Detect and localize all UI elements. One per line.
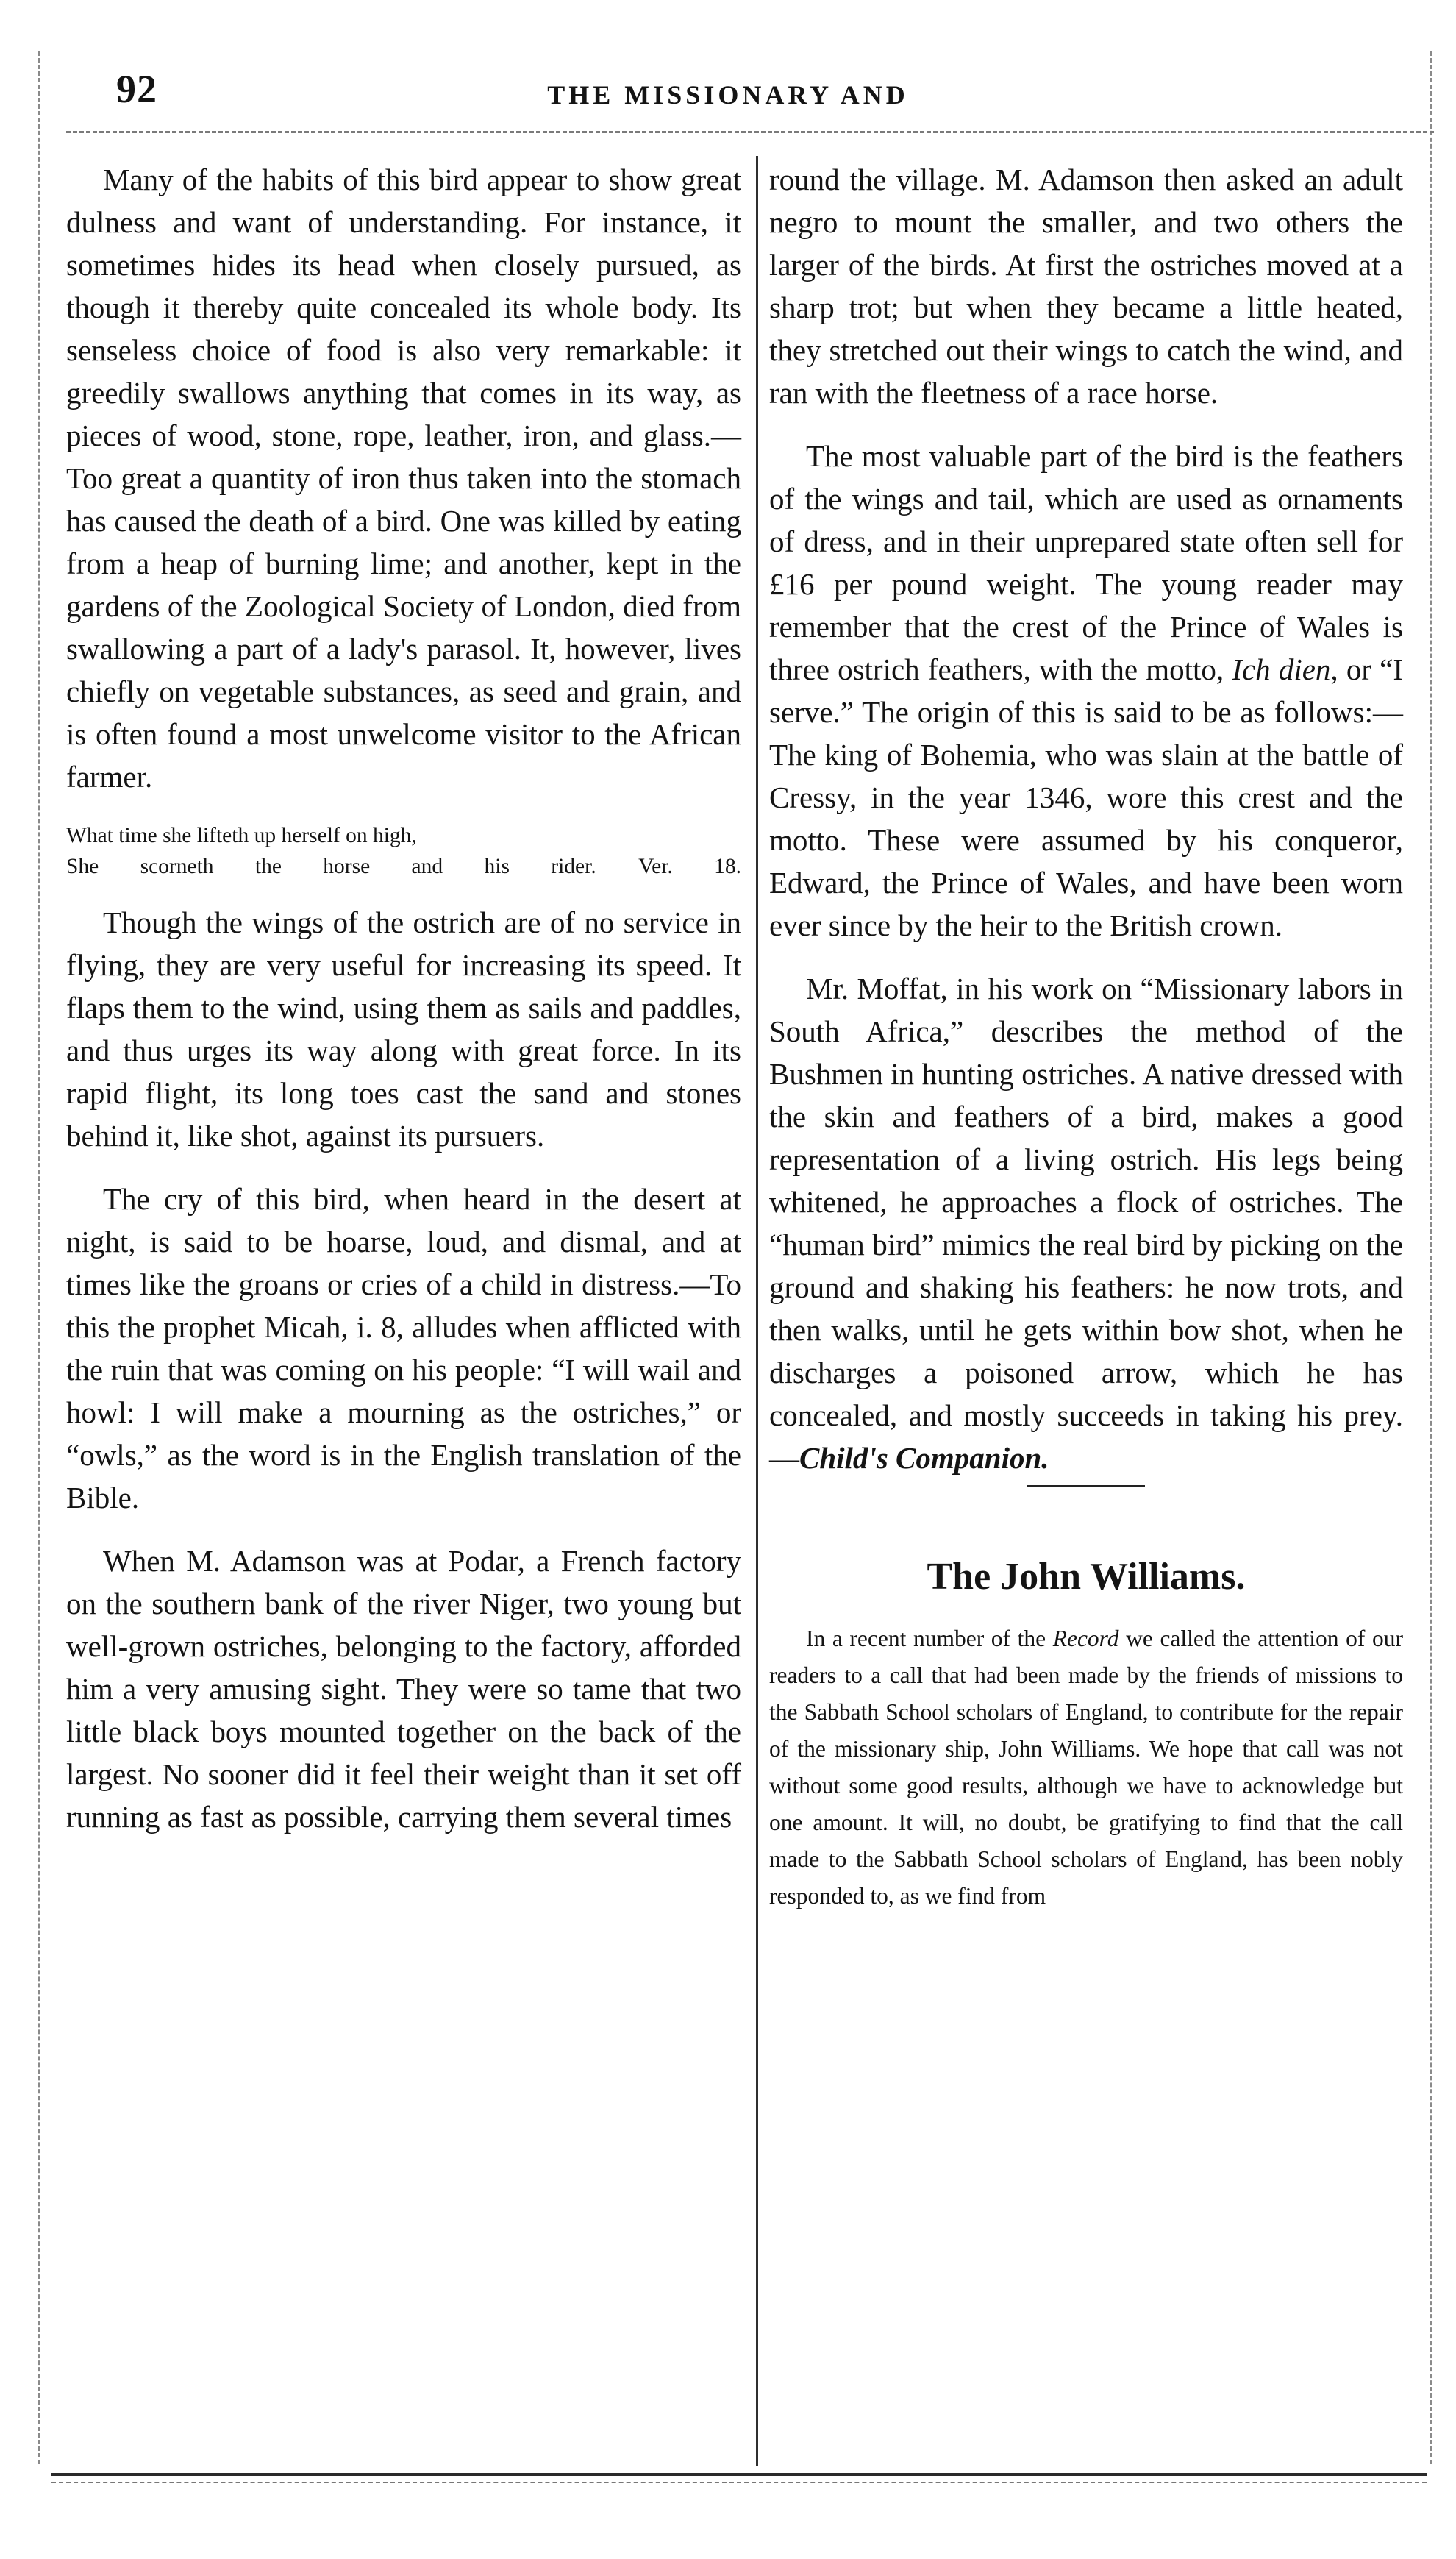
- paragraph-cry: The cry of this bird, when heard in the desert at night, is said to be hoarse, loud, and dismal, and at times like the groans or cries of a child in distress.—To this the prophet Micah, i. 8, alludes when afflicted with the ruin that was coming on his people: “I will wail and howl: I will make a mourning as the ostriches,” or “owls,” as the word is in the English translation of the Bible.: [66, 1182, 741, 1515]
- right-column: [769, 158, 1403, 1915]
- running-head: THE MISSIONARY AND: [547, 80, 909, 110]
- page-edge-left: [38, 51, 40, 2464]
- verse-line-1: What time she lifteth up herself on high,: [66, 824, 417, 847]
- motto-text: Ich dien: [1232, 652, 1331, 686]
- footer-rule-dashed: [51, 2482, 1427, 2483]
- record-title: Record: [1052, 1626, 1119, 1651]
- paragraph-wings: Though the wings of the ostrich are of no service in flying, they are very useful for increasing its speed. It flaps them to the wind, using them as sails and paddles, and thus urges its way along with great force. In its rapid flight, its long toes cast the sand and stones behind it, like shot, against its pursuers.: [66, 905, 741, 1153]
- story-divider: [1027, 1485, 1145, 1487]
- page-number: 92: [116, 67, 157, 111]
- paragraph-feathers: The most valuable part of the bird is the feathers of the wings and tail, which are used as ornaments of dress, and in their unprepared state often sell for £16 per pound weight. The young reader may remember that the crest of the Prince of Wales is three ostrich feathers, with the motto, Ich dien, or “I serve.” The origin of this is said to be as follows:—The king of Bohemia, who was slain at the battle of Cressy, in the year 1346, wore this crest and the motto. These were assumed by his conqueror, Edward, the Prince of Wales, and have been worn ever since by the heir to the British crown.: [769, 439, 1403, 942]
- section-title: The John Williams.: [927, 1556, 1246, 1598]
- page-edge-right: [1430, 51, 1432, 2464]
- verse-citation: Ver. 18.: [638, 855, 742, 878]
- column-divider: [756, 156, 758, 2466]
- paragraph-adamson: When M. Adamson was at Podar, a French factory on the southern bank of the river Niger, two young but well-grown ostriches, belonging to the factory, afforded him a very amusing sight. They were so tame that two little black boys mounted together on the back of the largest. No sooner did it feel their weight than it set off running as fast as possible, carrying them several times: [66, 1544, 741, 1834]
- header-rule: [66, 131, 1434, 133]
- left-column: [66, 158, 741, 1838]
- paragraph-moffat: Mr. Moffat, in his work on “Missionary labors in South Africa,” describes the method of the Bushmen in hunting ostriches. A native dressed with the skin and feathers of a bird, makes a good representation of a living ostrich. His legs being whitened, he approaches a flock of ostriches. The “human bird” mimics the real bird by picking on the ground and shaking his feathers: he now trots, and then walks, until he gets within bow shot, when he discharges a poisoned arrow, which he has concealed, and mostly succeeds in taking his prey.—Child's Companion.: [769, 972, 1403, 1475]
- paragraph-race: round the village. M. Adamson then asked an adult negro to mount the smaller, and two others the larger of the birds. At first the ostriches moved at a sharp trot; but when they became a little heated, they stretched out their wings to catch the wind, and ran with the fleetness of a race horse.: [769, 163, 1403, 410]
- scripture-verse: [66, 820, 741, 882]
- paragraph-ostrich-habits: Many of the habits of this bird appear to show great dulness and want of understanding. For instance, it sometimes hides its head when closely pursued, as though it thereby quite concealed its whole body. Its senseless choice of food is also very remarkable: it greedily swallows anything that comes in its way, as pieces of wood, stone, rope, leather, iron, and glass.—Too great a quantity of iron thus taken into the stomach has caused the death of a bird. One was killed by eating from a heap of burning lime; and another, kept in the gardens of the Zoological Society of London, died from swallowing a part of a lady's parasol. It, however, lives chiefly on vegetable substances, as seed and grain, and is often found a most unwelcome visitor to the African farmer.: [66, 163, 741, 794]
- paragraph-john-williams: In a recent number of the Record we called the attention of our readers to a call that had been made by the friends of missions to the Sabbath School scholars of England, to contribute for the repair of the missionary ship, John Williams. We hope that call was not without some good results, although we have to acknowledge but one amount. It will, no doubt, be gratifying to find that the call made to the Sabbath School scholars of England, has been nobly responded to, as we find from: [769, 1626, 1403, 1909]
- verse-line-2: She scorneth the horse and his rider. Ver. 18.: [66, 855, 742, 878]
- footer-rule: [51, 2473, 1427, 2476]
- source-credit: Child's Companion.: [799, 1441, 1049, 1475]
